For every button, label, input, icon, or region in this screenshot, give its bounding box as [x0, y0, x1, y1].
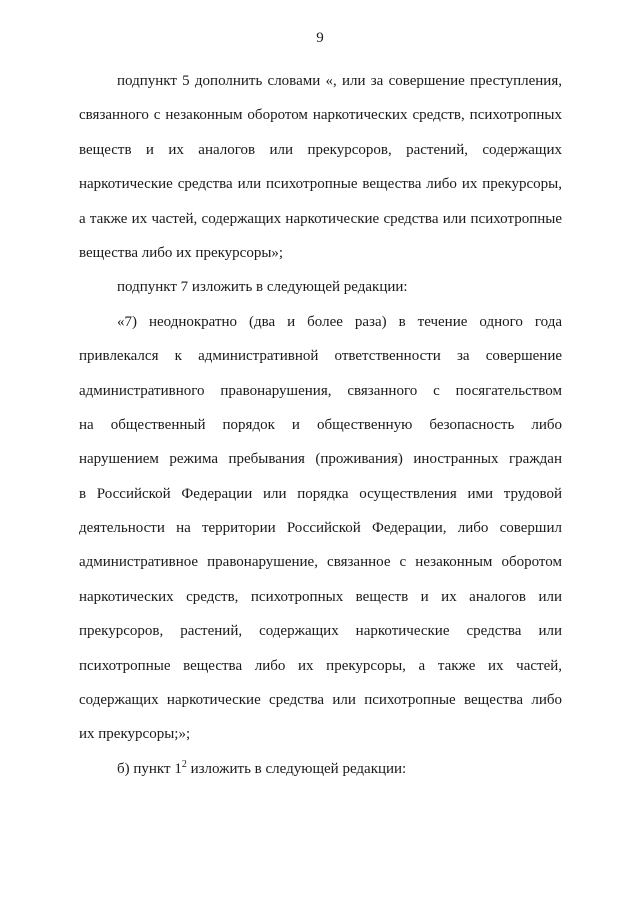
text-line: нарушением режима пребывания (проживания) иностранных граждан	[79, 451, 562, 468]
text-line: подпункт 5 дополнить словами «, или за совершение преступления,	[117, 73, 562, 89]
text-line: «7) неоднократно (два и более раза) в течение одного года	[117, 313, 562, 330]
text-line: связанного с незаконным оборотом наркотических средств, психотропных	[79, 107, 562, 124]
text-line: наркотические средства или психотропные вещества либо их прекурсоры,	[79, 176, 562, 193]
text-line: в Российской Федерации или порядка осуществления ими трудовой	[79, 485, 562, 502]
page-number: 9	[316, 30, 324, 46]
superscript: 2	[181, 758, 187, 770]
text-line: вещества либо их прекурсоры»;	[79, 244, 284, 261]
text-line: содержащих наркотические средства или психотропные вещества либо	[79, 692, 562, 709]
paragraph-subpoint-7-text	[79, 305, 562, 752]
text-line: их прекурсоры;»;	[79, 726, 191, 743]
text-line: веществ и их аналогов или прекурсоров, растений, содержащих	[79, 141, 562, 158]
paragraph-point-1-2-intro	[79, 752, 562, 786]
text-line: административного правонарушения, связанного с посягательством	[79, 382, 562, 399]
text-line: административное правонарушение, связанное с незаконным оборотом	[79, 554, 562, 571]
text-line: на общественный порядок и общественную безопасность либо	[79, 416, 562, 433]
text-line: подпункт 7 изложить в следующей редакции:	[117, 279, 408, 296]
text-segment: изложить в следующей редакции:	[186, 760, 407, 777]
text-line: деятельности на территории Российской Федерации, либо совершил	[79, 520, 562, 537]
text-line: психотропные вещества либо их прекурсоры, а также их частей,	[79, 657, 562, 674]
text-line: наркотических средств, психотропных веществ и их аналогов или	[79, 588, 562, 605]
paragraph-subpoint-7-intro	[79, 270, 562, 304]
document-body	[79, 64, 562, 786]
text-line: а также их частей, содержащих наркотические средства или психотропные	[79, 210, 562, 227]
text-segment: б) пункт 1	[117, 760, 182, 777]
text-line: привлекался к административной ответственности за совершение	[79, 348, 562, 365]
text-line: прекурсоров, растений, содержащих наркотические средства или	[79, 623, 562, 640]
paragraph-subpoint-5	[79, 64, 562, 270]
